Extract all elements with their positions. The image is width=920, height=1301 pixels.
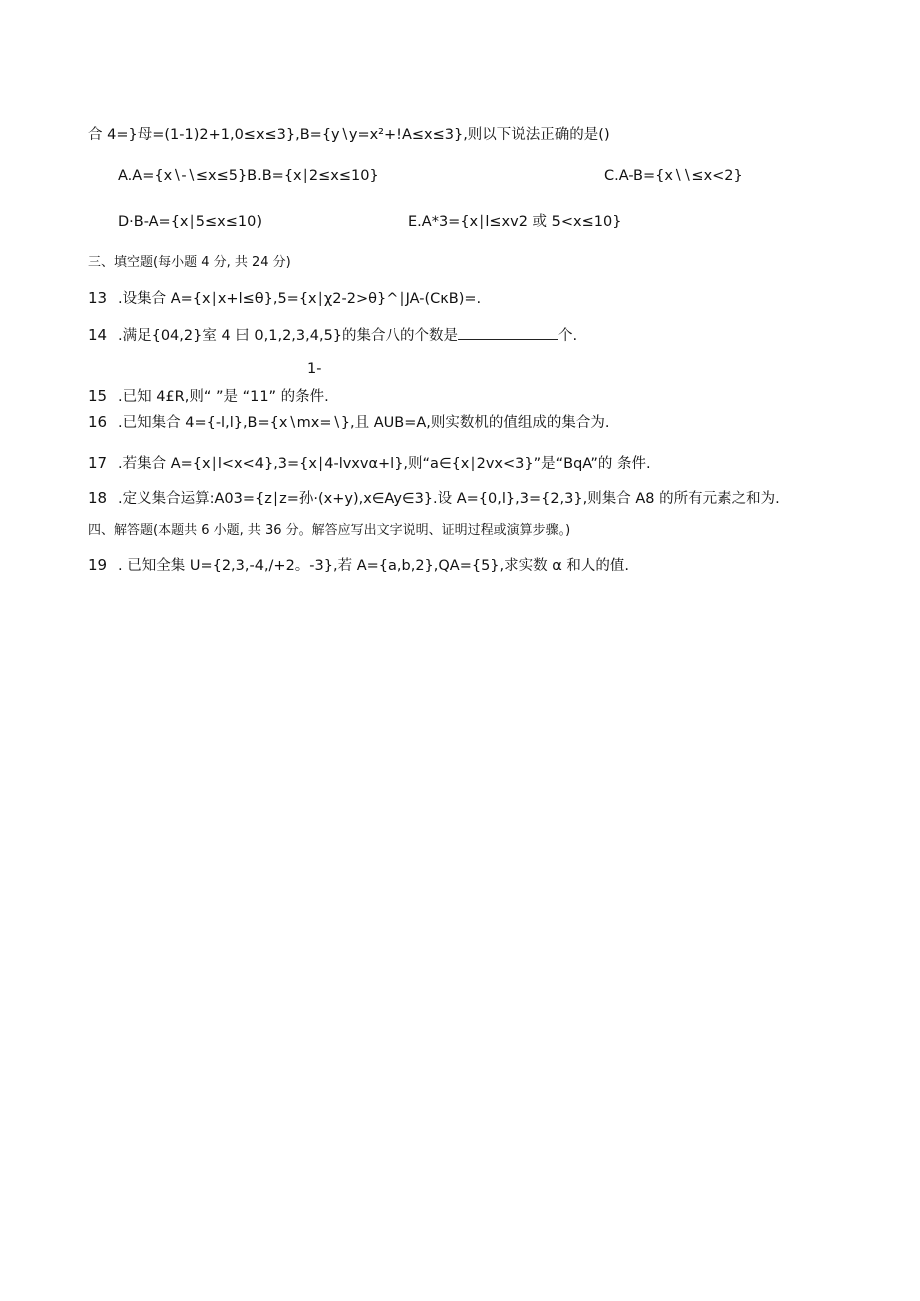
answer-blank [458, 327, 558, 340]
question-number: 15 [88, 387, 108, 405]
q12-stem: 合 4=}母=(1-1)2+1,0≤x≤3},B={y∖y=x²+!A≤x≤3},则以下说法正确的是() [88, 127, 610, 143]
question-18 [88, 488, 780, 509]
question-16 [88, 412, 609, 433]
question-13 [88, 288, 481, 309]
question-text: .设集合 A={x∣x+l≤θ},5={x∣χ2-2>θ}^∣JA-(CκB)=. [118, 291, 482, 307]
question-text: .满足{04,2}室 4 曰 0,1,2,3,4,5}的集合八的个数是 [118, 328, 459, 344]
section-3-heading: 三、填空题(每小题 4 分, 共 24 分) [88, 255, 291, 270]
question-text-end: 个. [558, 328, 578, 344]
q12-option-c: C.A-B={x∖∖≤x<2} [604, 168, 743, 184]
q12-option-e: E.A*3={x∣l≤xv2 或 5<x≤10} [408, 214, 622, 230]
section-4-heading: 四、解答题(本题共 6 小题, 共 36 分。解答应写出文字说明、证明过程或演算步骤。) [88, 523, 571, 538]
question-number: 17 [88, 454, 108, 472]
question-17 [88, 453, 651, 474]
question-number: 13 [88, 289, 108, 307]
question-text: .若集合 A={x∣l<x<4},3={x∣4-lvxvα+l},则“a∈{x∣2vx<3}”是“BqA”的 条件. [118, 456, 651, 472]
question-text: .已知 4£R,则“ ”是 “11” 的条件. [118, 389, 329, 405]
stray-mark: 1- [307, 361, 322, 377]
question-number: 18 [88, 489, 108, 507]
question-number: 14 [88, 326, 108, 344]
question-number: 19 [88, 556, 108, 574]
question-text: . 已知全集 U={2,3,-4,/+2。-3},若 A={a,b,2},QA={5},求实数 α 和人的值. [118, 558, 630, 574]
q12-option-a-b: A.A={x∖-∖≤x≤5}B.B={x∣2≤x≤10} [118, 168, 379, 184]
question-text: .已知集合 4={-l,l},B={x∖mx=∖},且 AUB=A,则实数机的值组成的集合为. [118, 415, 610, 431]
question-19 [88, 555, 629, 576]
q12-option-d: D·B-A={x∣5≤x≤10) [118, 214, 262, 230]
question-number: 16 [88, 413, 108, 431]
question-text: .定义集合运算:A03={z∣z=孙·(x+y),x∈Ay∈3}.设 A={0,l},3={2,3},则集合 A8 的所有元素之和为. [118, 491, 780, 507]
question-15 [88, 386, 329, 407]
question-14 [88, 325, 577, 346]
